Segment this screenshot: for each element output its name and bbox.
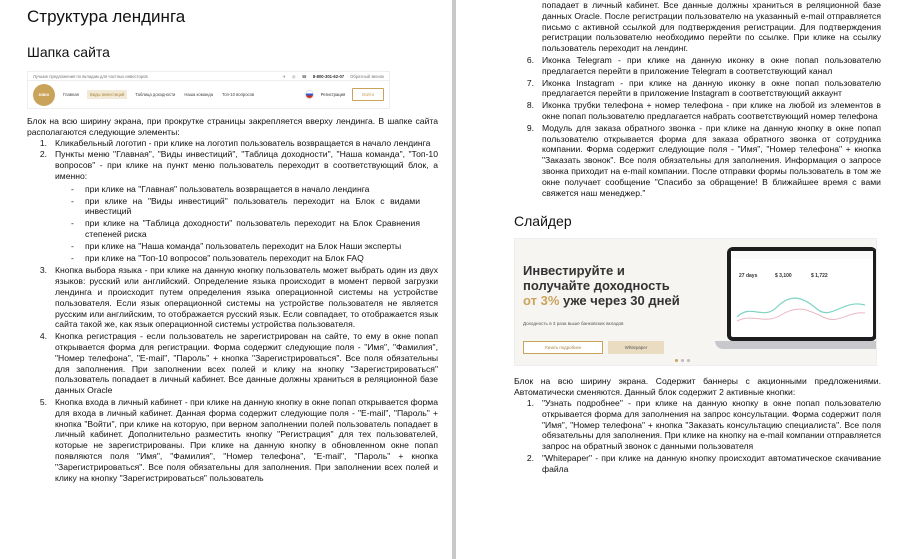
list-item: 7. Иконка Instagram - при клике на данную иконку в окне попап пользователю предлагается перейти в приложение Instagram в соответствующий аккаунт (526, 77, 881, 99)
mock-register: Регистрация (320, 92, 346, 97)
mock-nav-table: Таблица доходности (135, 92, 176, 97)
mock-learn-more-button: Узнать подробнее (523, 341, 603, 354)
list-item: 4. Кнопка регистрация - если пользователь не зарегистрирован на сайте, то ему в окне попап открывается форма для регистрации. Форма содержит следующие поля - "Имя", "Фамилия", "Номер телефона", "E-mail", "Пароль" + кнопка "Зарегистрироваться". Все поля обязательны для заполнения. При заполнении всех полей и клику на кнопку "Зарегистрироваться" пользователь попадает в личный кабинет. Все данные должны храниться в реляционной базе данных Oracle (39, 331, 438, 396)
header-intro: Блок на всю ширину экрана, при прокрутке страницы закрепляется вверху лендинга. В шапке сайта располагаются следующие элементы: (27, 116, 438, 137)
slider-description: Блок на всю ширину экрана. Содержит баннеры с акционными предложениями. Автоматически сменяются. Данный блок содержит 2 активные кнопки: (514, 376, 881, 398)
sub-list-item: - при клике на "Главная" пользователь возвращается в начало лендинга (71, 183, 370, 194)
header-elements-list-continued (514, 0, 881, 198)
list-item: 5. Кнопка входа в личный кабинет - при клике на данную кнопку в окне попап открывается форма для входа в личный кабинет. Данная форма содержит следующие поля - "E-mail", "Пароль" + кнопка "Войти", при клике на которую, при верном заполнении полей пользователь попадает в личный кабинет. Дополнительно разместить кнопку "Регистрация" для тех пользователей, которые не зарегистрированы. При клике на данную кнопку в обновленном окне попап появляются поля "Имя", "Фамилия", "Номер телефона", "E-mail", "Пароль" + кнопка "Зарегистрироваться". Все поля обязательны для заполнения. При заполнении всех полей и клику на кнопку "Зарегистрироваться" пользователь (39, 396, 438, 483)
mock-phone: 8-800-301-62-07 (312, 73, 345, 79)
mock-nav-faq: Топ-10 вопросов (222, 92, 255, 97)
mock-whitepaper-button: Whitepaper (608, 341, 664, 354)
mock-nav-home: Главная (63, 92, 79, 97)
header-elements-list (27, 138, 438, 484)
screen-stat-1: 27 days (739, 273, 758, 280)
screen-stat-2: $ 3,100 (775, 273, 792, 280)
section-heading-header: Шапка сайта (27, 44, 110, 60)
list-item: 1. Кликабельный логотип - при клике на логотип пользователь возвращается в начало лендинга (39, 137, 431, 148)
slider-banner-title: Инвестируйте и получайте доходность от 3% уже через 30 дней (523, 263, 680, 309)
sub-list-item: - при клике на "Наша команда" пользователь переходит на Блок Наши эксперты (71, 240, 402, 251)
instagram-icon: ◎ (292, 73, 296, 79)
section-heading-slider: Слайдер (514, 213, 572, 230)
list-item: 8. Иконка трубки телефона + номер телефона - при клике на любой из элементов в окне попап пользователю предлагается набрать соответствующий номер телефона (526, 100, 881, 121)
list-item: 6. Иконка Telegram - при клике на данную иконку в окне попап пользователю предлагается перейти в приложение Telegram в соответствующий канал (526, 54, 881, 76)
telegram-icon: ✈ (282, 73, 287, 79)
laptop-image (715, 247, 877, 363)
dashboard-screen (731, 251, 873, 337)
document-title: Структура лендинга (27, 7, 186, 26)
list-item: 3. Кнопка выбора языка - при клике на данную кнопку пользователь может выбрать один из двух языков: русский или английский. Определение языка происходит в момент первой загрузки лендинга и происходит путем определения языка операционной системы на устройстве пользователя. Если язык операционной системы на устройстве пользователя не является русским или английским, то отображается русский язык. Если совпадает, то отображается язык сайта такой же, как язык операционной системы устройства пользователя. (39, 265, 438, 330)
slider-mockup-image (514, 238, 877, 366)
slider-buttons-list (514, 398, 881, 475)
slider-dots (675, 359, 690, 362)
mock-top-tagline: Лучшие предложения по вкладам для частных инвесторов (33, 73, 148, 79)
russian-flag-icon (305, 90, 314, 99)
sub-list-item: - при клике на "Виды инвестиций" пользователь переходит на Блок с видами инвестиций (71, 195, 420, 217)
menu-sublist (55, 184, 438, 264)
sub-list-item: - при клике на "Топ-10 вопросов" пользователь переходит на Блок FAQ (71, 252, 364, 263)
screen-stat-3: $ 1,722 (811, 273, 828, 280)
phone-icon: ☎ (301, 73, 307, 79)
sub-list-item: - при клике на "Таблица доходности" пользователь переходит на Блок Сравнения степеней риска (71, 218, 420, 239)
mock-callback: Обратный звонок (350, 73, 384, 79)
list-item: 2. Пункты меню "Главная", "Виды инвестиций", "Таблица доходности", "Наша команда", "Топ-10 вопросов" - при клике на пункт меню пользователь переходит в соответствующий блок, а именно: - при клике на "Главная" пользователь возвращается в начало лендинга - при клике на "Виды инвестиций" пользователь переходит на Блок с видами инвестиций - при клике на "Таблица доходности" пользователь переходит на Блок Сравнения степеней риска - при клике на "Наша команда" пользователь переходит на Блок Наши эксперты - при клике на "Топ-10 вопросов" пользователь переходит на Блок FAQ (39, 149, 438, 263)
list-item: 2. "Whitepaper" - при клике на данную кнопку происходит автоматическое скачивание файла (526, 452, 881, 474)
list-item: 9. Модуль для заказа обратного звонка - при клике на данную кнопку в окне попап пользователю открывается форма для заказа обратного звонка от сотрудника компании. Форма содержит следующие поля - "Имя", "Номер телефона" + кнопка "Заказать звонок". Все поля обязательны для заполнения. Информация о запросе звонка приходит на e-mail компании. После отправки формы пользователь в том же окне получает сообщение "Спасибо за обращение! В ближайшее время с вами свяжется наш менеджер." (526, 122, 881, 198)
document-page-right (456, 0, 901, 559)
mock-nav-investments: Виды инвестиций (87, 90, 127, 99)
mock-login: Войти (352, 88, 384, 101)
header-mockup-image (27, 71, 390, 109)
mock-logo: DIBIX (33, 84, 55, 106)
slider-banner-subtitle: Доходность в 3 раза выше банковских вкладов (523, 321, 624, 327)
list-item: 1. "Узнать подробнее" - при клике на данную кнопку в окне попап пользователю открывается форма для заполнения на запрос консультации. Форма содержит поля "Имя", "Номер телефона" + кнопка "Заказать консультацию специалиста". Все поля обязательны для заполнения. При клике на кнопку на e-mail компании отправляется запрос на обратный звонок с данными пользователя (526, 397, 881, 452)
list-item: попадает в личный кабинет. Все данные должны храниться в реляционной базе данных Oracle. После регистрации пользователю на указанный e-mail отправляется письмо с активной ссылкой для подтверждения регистрации. Для подтверждения регистрации пользователю необходимо перейти по ссылке. При клике на ссылку пользователь переходит на лендинг. (542, 0, 881, 54)
mock-nav-team: Наша команда (184, 92, 214, 97)
